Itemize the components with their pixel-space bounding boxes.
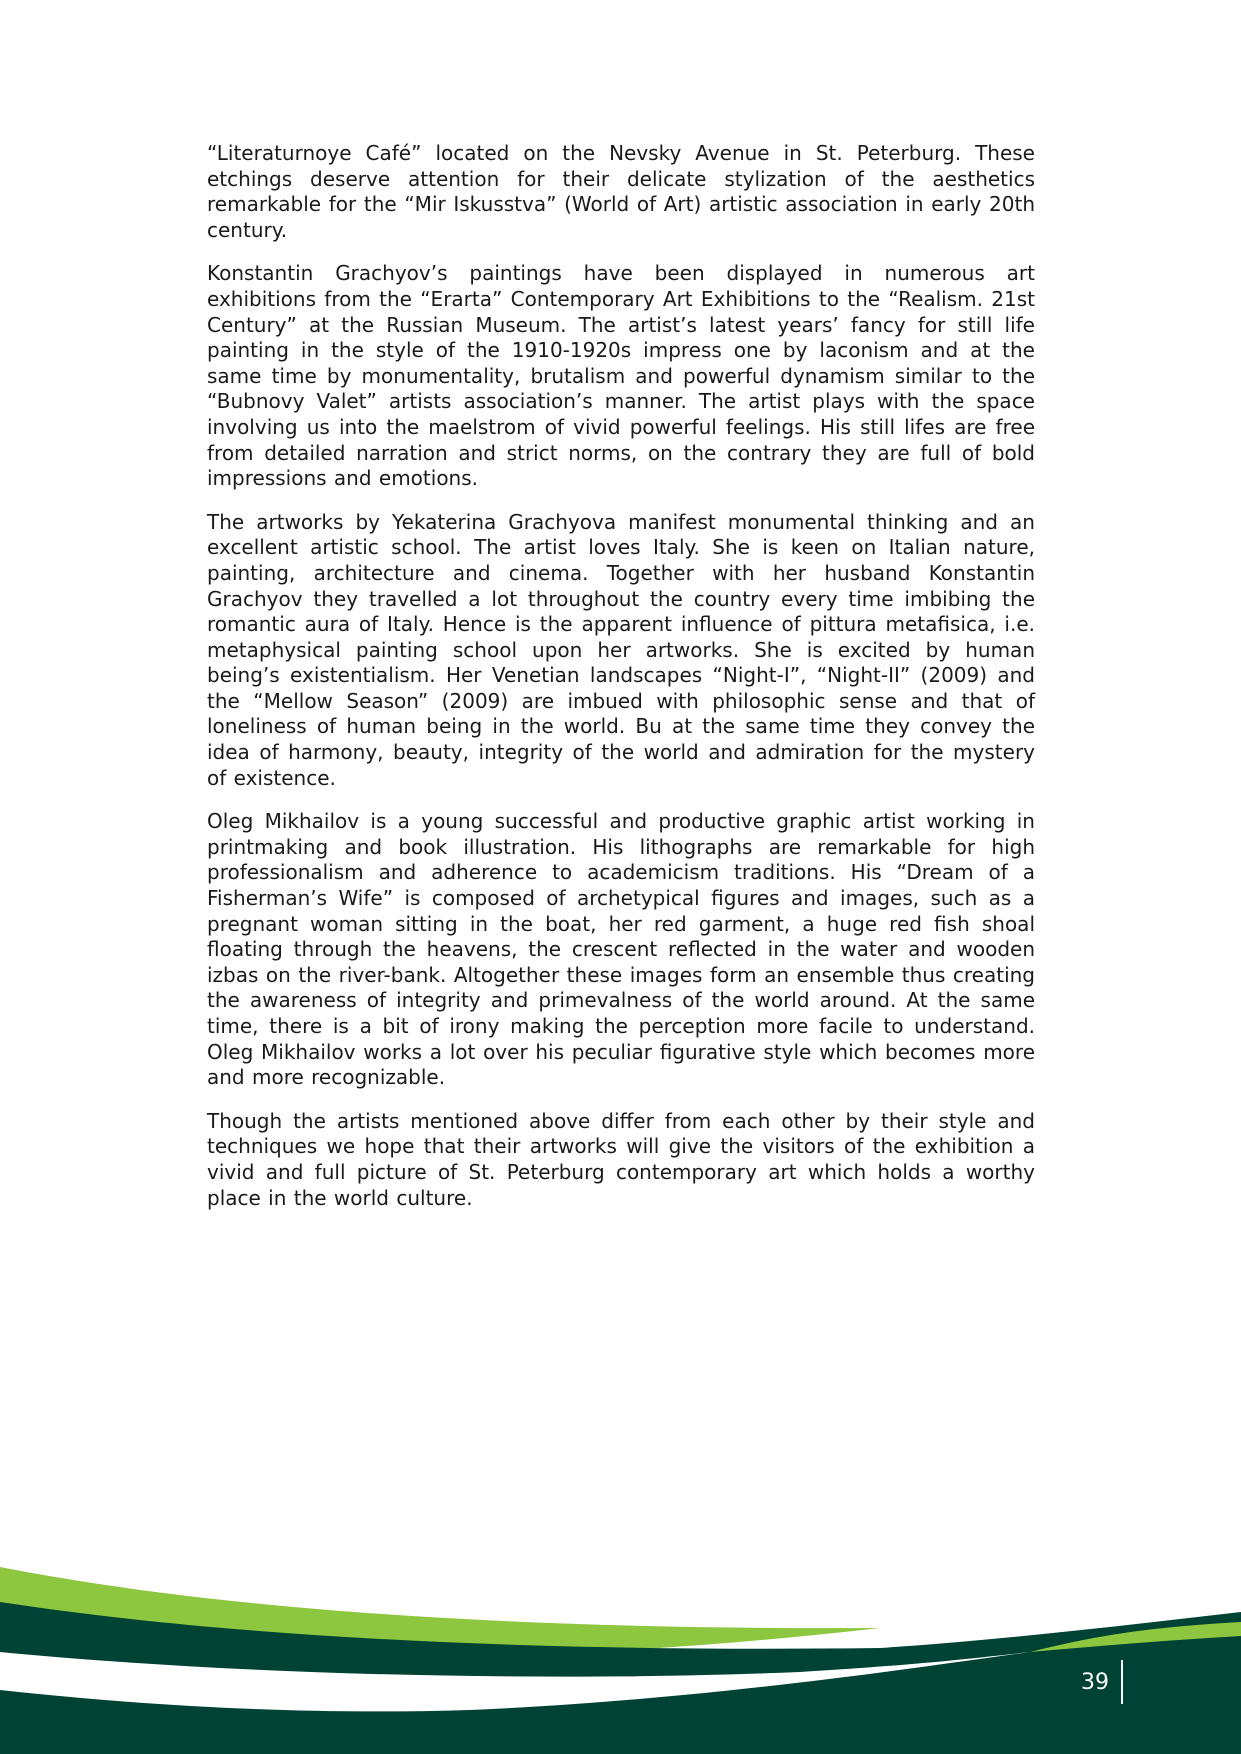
paragraph: Oleg Mikhailov is a young successful and productive graphic artist working in printmaking and book illustration. His lithographs are remarkable for high professionalism and adherence to academicism traditions. His “Dream of a Fisherman’s Wife” is composed of archetypical figures and images, such as a pregnant woman sitting in the boat, her red garment, a huge red fish shoal floating through the heavens, the crescent reflected in the water and wooden izbas on the river-bank. Altogether these images form an ensemble thus creating the awareness of integrity and primevalness of the world around. At the same time, there is a bit of irony making the perception more facile to understand. Oleg Mikhailov works a lot over his peculiar figurative style which becomes more and more recognizable. <box>207 809 1035 1090</box>
footer-wave-decoration <box>0 1540 1241 1754</box>
page-number-area <box>1081 1660 1123 1704</box>
paragraph: “Literaturnoye Café” located on the Nevsky Avenue in St. Peterburg. These etchings deserve attention for their delicate stylization of the aesthetics remarkable for the “Mir Iskusstva” (World of Art) artistic association in early 20th century. <box>207 141 1035 242</box>
paragraph: Though the artists mentioned above differ from each other by their style and techniques we hope that their artworks will give the visitors of the exhibition a vivid and full picture of St. Peterburg contemporary art which holds a worthy place in the world culture. <box>207 1108 1035 1210</box>
body-text <box>207 141 1035 1229</box>
paragraph: The artworks by Yekaterina Grachyova manifest monumental thinking and an excellent artistic school. The artist loves Italy. She is keen on Italian nature, painting, architecture and cinema. Together with her husband Konstantin Grachyov they travelled a lot throughout the country every time imbibing the romantic aura of Italy. Hence is the apparent influence of pittura metafisica, i.e. metaphysical painting school upon her artworks. She is excited by human being’s existentialism. Her Venetian landscapes “Night-I”, “Night-II” (2009) and the “Mellow Season” (2009) are imbued with philosophic sense and that of loneliness of human being in the world. Bu at the same time they convey the idea of harmony, beauty, integrity of the world and admiration for the mystery of existence. <box>207 509 1035 790</box>
paragraph: Konstantin Grachyov’s paintings have been displayed in numerous art exhibitions from the “Erarta” Contemporary Art Exhibitions to the “Realism. 21st Century” at the Russian Museum. The artist’s latest years’ fancy for still life painting in the style of the 1910-1920s impress one by laconism and at the same time by monumentality, brutalism and powerful dynamism similar to the “Bubnovy Valet” artists association’s manner. The artist plays with the space involving us into the maelstrom of vivid powerful feelings. His still lifes are free from detailed narration and strict norms, on the contrary they are full of bold impressions and emotions. <box>207 261 1035 491</box>
page-number: 39 <box>1081 1669 1109 1695</box>
page-number-divider <box>1121 1660 1123 1704</box>
